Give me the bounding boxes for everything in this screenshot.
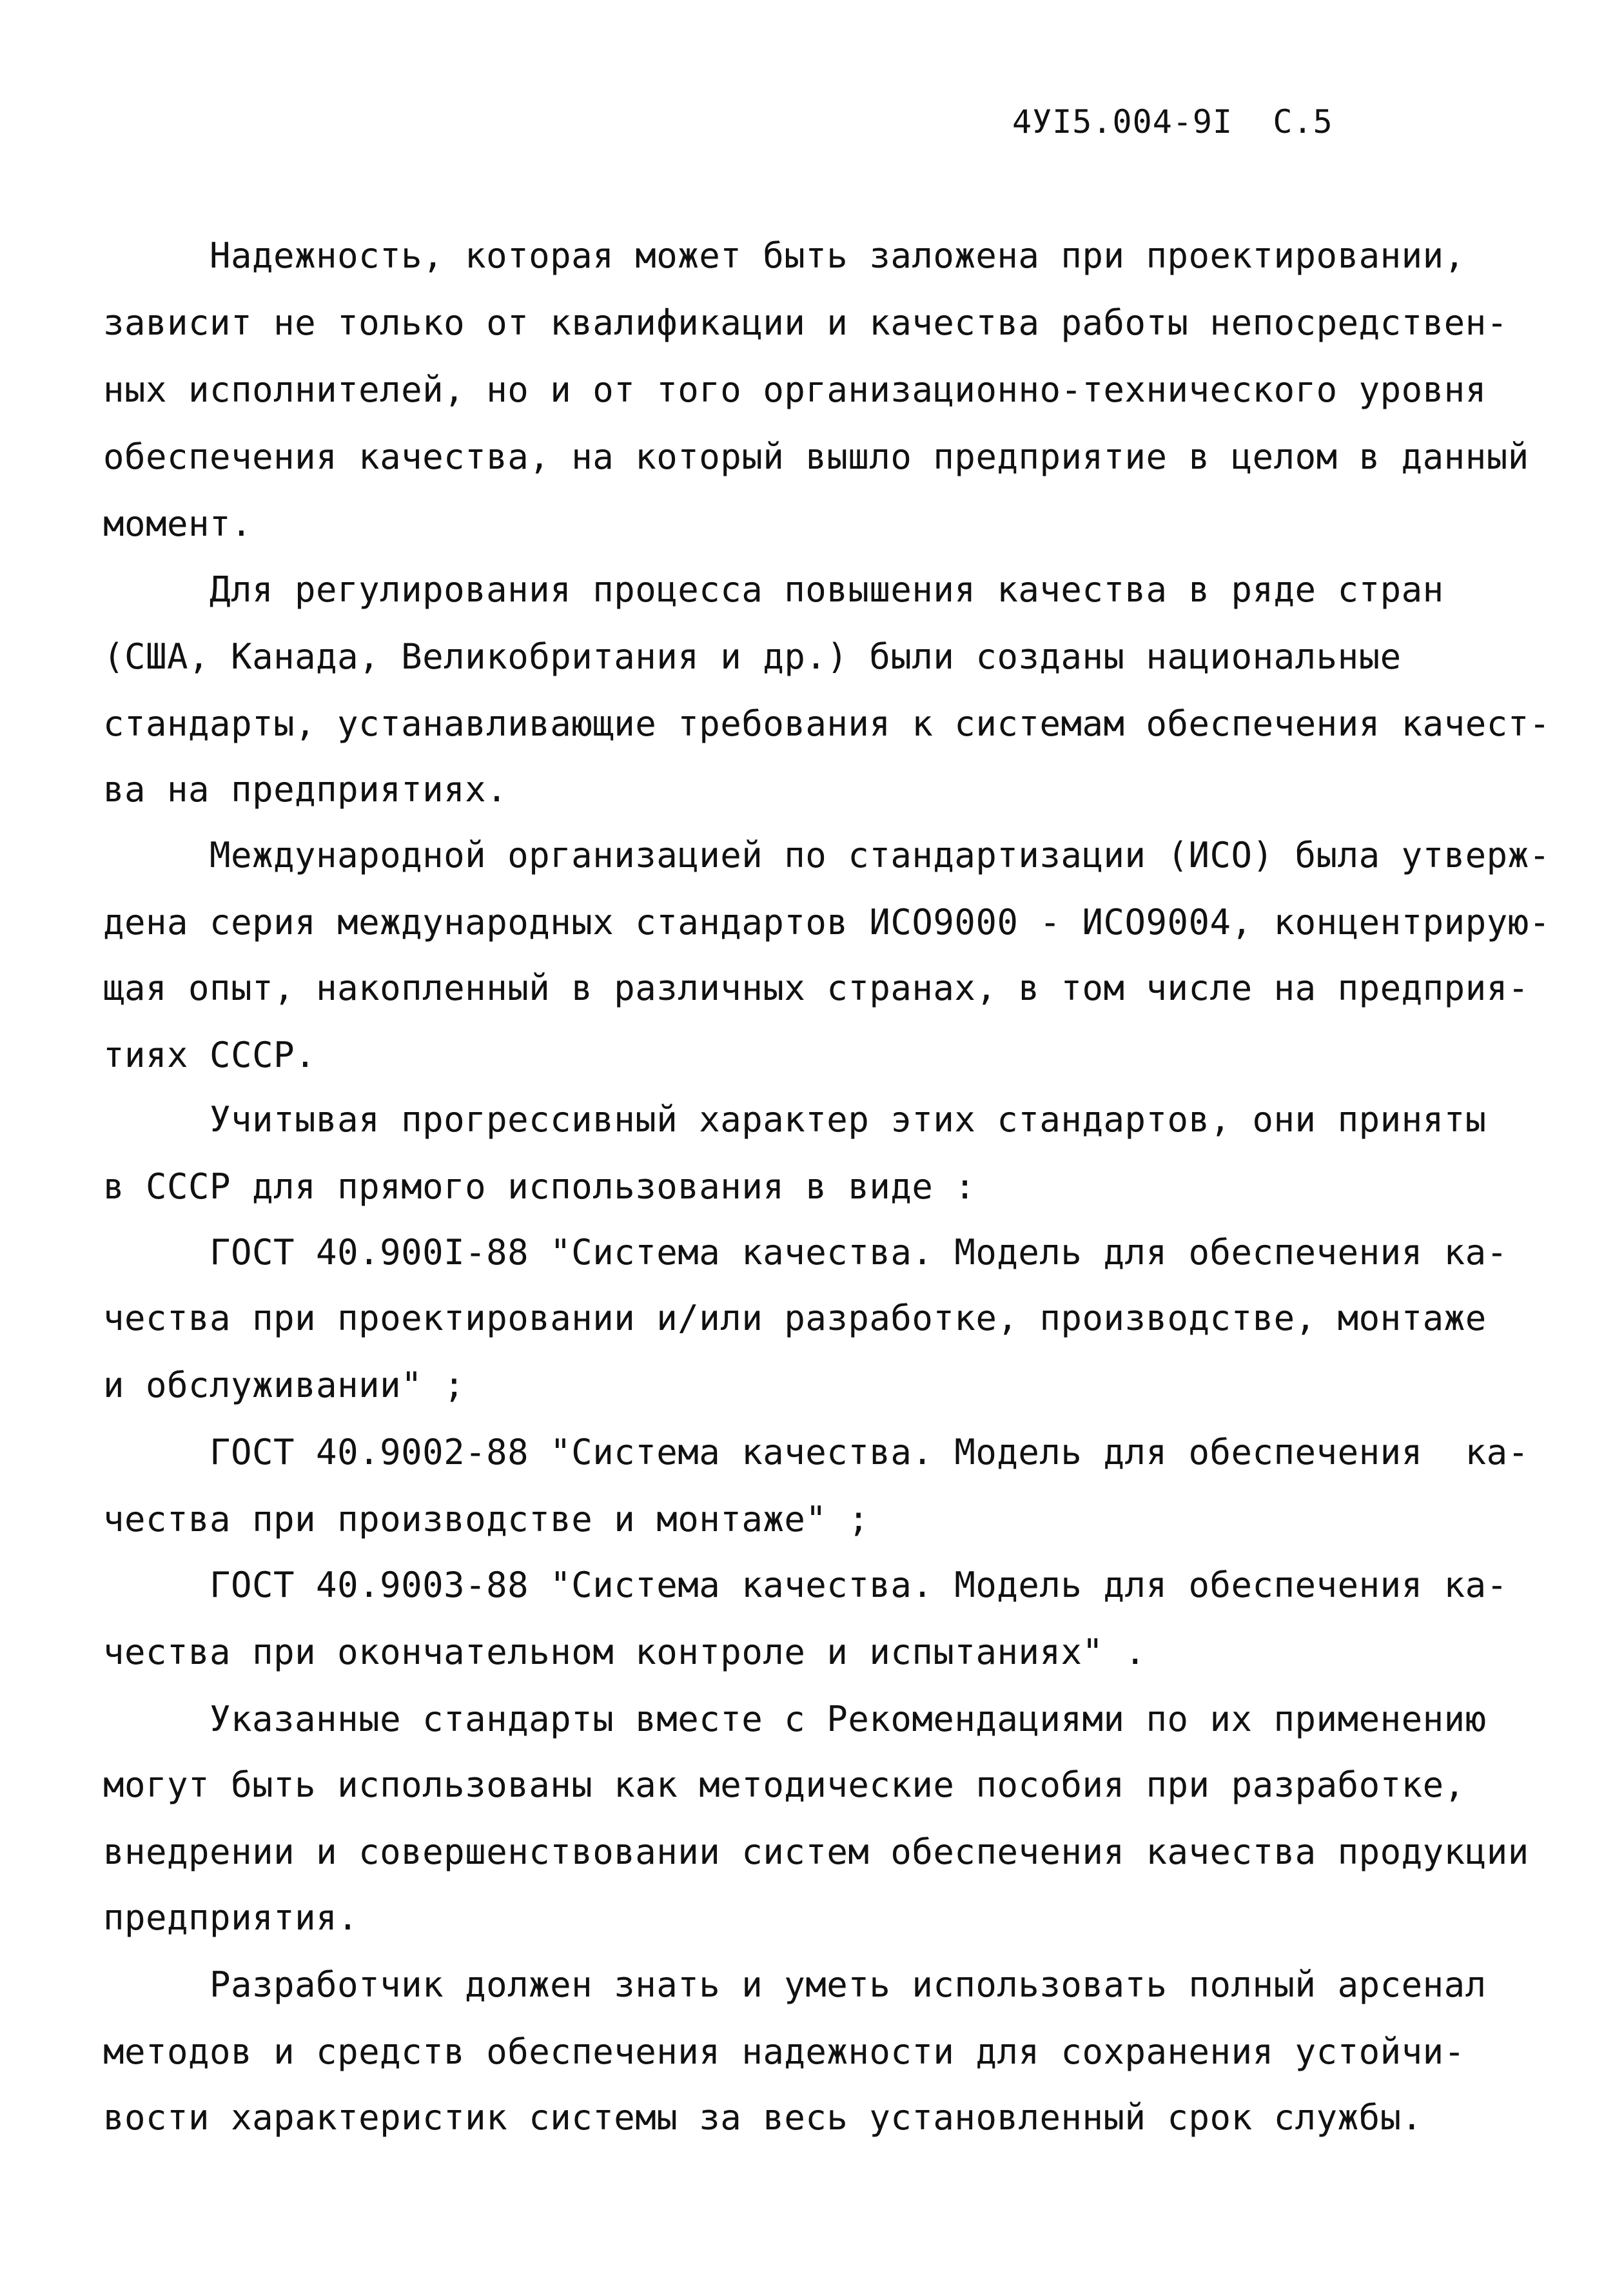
text-line: (США, Канада, Великобритания и др.) были созданы национальные — [103, 636, 1402, 677]
text-line: могут быть использованы как методические пособия при разработке, — [103, 1764, 1465, 1805]
text-line: тиях СССР. — [103, 1035, 317, 1075]
text-line: Учитывая прогрессивный характер этих стандартов, они приняты — [210, 1099, 1487, 1140]
text-line: стандарты, устанавливающие требования к системам обеспечения качест- — [103, 703, 1551, 744]
text-line: обеспечения качества, на который вышло предприятие в целом в данный — [103, 436, 1529, 477]
text-line: зависит не только от квалификации и качества работы непосредствен- — [103, 302, 1508, 343]
text-line: щая опыт, накопленный в различных странах, в том числе на предприя- — [103, 968, 1529, 1008]
text-line: методов и средств обеспечения надежности для сохранения устойчи- — [103, 2031, 1465, 2072]
text-line: и обслуживании" ; — [103, 1365, 465, 1405]
text-line: ГОСТ 40.9003-88 "Система качества. Модель для обеспечения ка- — [210, 1565, 1508, 1605]
text-line: ных исполнителей, но и от того организационно-технического уровня — [103, 369, 1487, 410]
text-line: Международной организацией по стандартизации (ИСО) была утверж- — [210, 835, 1551, 875]
page-number: С.5 — [1273, 103, 1333, 141]
text-line: ва на предприятиях. — [103, 769, 508, 810]
text-line: чества при производстве и монтаже" ; — [103, 1499, 870, 1539]
text-line: чества при окончательном контроле и испытаниях" . — [103, 1632, 1146, 1672]
page-header — [1012, 103, 1333, 141]
text-line: момент. — [103, 503, 253, 544]
document-code: 4УI5.004-9I — [1012, 103, 1233, 141]
text-line: внедрении и совершенствовании систем обеспечения качества продукции — [103, 1832, 1529, 1872]
text-line: дена серия международных стандартов ИСО9000 - ИСО9004, концентрирую- — [103, 902, 1551, 943]
text-line: в СССР для прямого использования в виде : — [103, 1166, 976, 1207]
text-line: Для регулирования процесса повышения качества в ряде стран — [210, 569, 1444, 610]
text-line: Указанные стандарты вместе с Рекомендациями по их применению — [210, 1699, 1487, 1739]
text-line: Разработчик должен знать и уметь использовать полный арсенал — [210, 1964, 1487, 2005]
text-line: вости характеристик системы за весь установленный срок службы. — [103, 2097, 1423, 2138]
text-line: Надежность, которая может быть заложена при проектировании, — [210, 235, 1465, 276]
text-line: ГОСТ 40.900I-88 "Система качества. Модель для обеспечения ка- — [210, 1232, 1508, 1273]
text-line: ГОСТ 40.9002-88 "Система качества. Модель для обеспечения ка- — [210, 1432, 1529, 1472]
text-line: чества при проектировании и/или разработке, производстве, монтаже — [103, 1298, 1487, 1338]
text-line: предприятия. — [103, 1897, 359, 1938]
